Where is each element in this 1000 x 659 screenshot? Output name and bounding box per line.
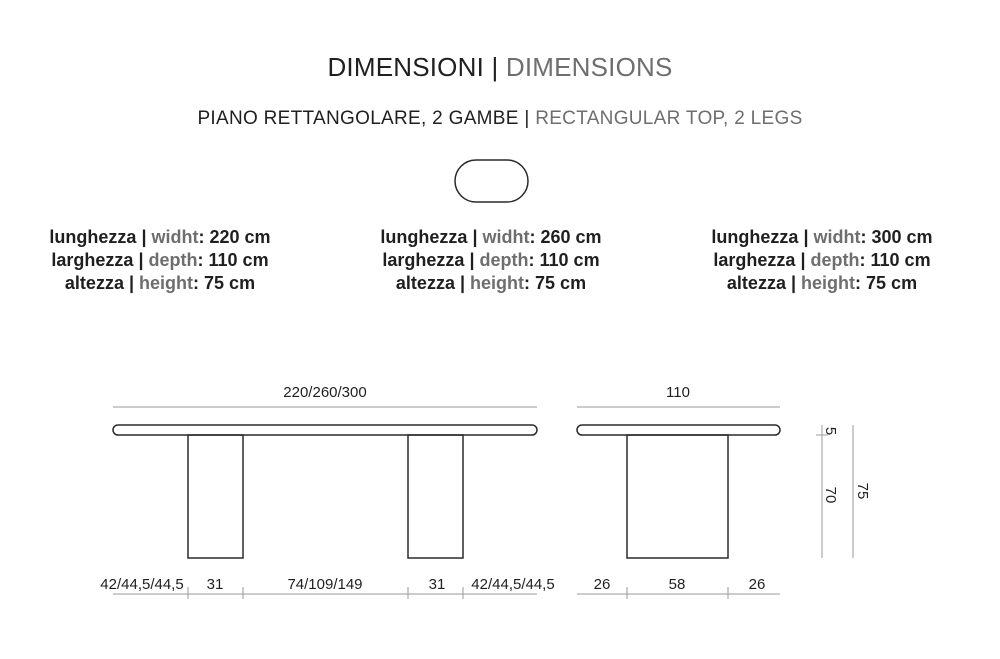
subtitle-english: RECTANGULAR TOP, 2 LEGS: [535, 108, 803, 129]
spec-block-300: [672, 226, 972, 295]
total-height-label: 75: [854, 482, 871, 500]
spec-length-value: 300 cm: [871, 227, 933, 247]
front-seg-leg-left: 31: [206, 576, 224, 593]
front-seg-leg-right: 31: [428, 576, 446, 593]
spec-width-row: larghezza | depth: 110 cm: [51, 250, 269, 270]
side-seg-left: 26: [593, 576, 611, 593]
title-english: DIMENSIONS: [505, 52, 673, 82]
spec-length-row: lunghezza | widht: 220 cm: [49, 227, 271, 247]
spec-block-220: [10, 226, 310, 295]
front-seg-between-legs: 74/109/149: [287, 576, 363, 593]
front-table-top: [113, 425, 537, 435]
front-seg-overhang-right: 42/44,5/44,5: [471, 576, 555, 593]
side-view: [577, 384, 871, 599]
front-left-leg: [188, 435, 243, 558]
spec-width-value: 110 cm: [870, 250, 931, 270]
spec-width-row: larghezza | depth: 110 cm: [382, 250, 600, 270]
spec-height-row: altezza | height: 75 cm: [395, 273, 587, 293]
table-top-shape-icon: [455, 160, 528, 202]
spec-block-260: [341, 226, 641, 295]
front-overall-label: 220/260/300: [283, 384, 367, 401]
spec-height-row: altezza | height: 75 cm: [64, 273, 256, 293]
side-leg: [627, 435, 728, 558]
spec-height-value: 75 cm: [204, 273, 256, 293]
spec-length-value: 260 cm: [540, 227, 602, 247]
side-table-top: [577, 425, 780, 435]
spec-length-row: lunghezza | widht: 300 cm: [711, 227, 933, 247]
spec-length-row: lunghezza | widht: 260 cm: [380, 227, 602, 247]
front-seg-overhang-left: 42/44,5/44,5: [100, 576, 184, 593]
subtitle-separator: |: [524, 108, 530, 129]
spec-length-value: 220 cm: [209, 227, 271, 247]
leg-height-label: 70: [822, 486, 839, 504]
spec-width-row: larghezza | depth: 110 cm: [713, 250, 931, 270]
title-italian: DIMENSIONI: [327, 52, 485, 82]
spec-width-value: 110 cm: [208, 250, 269, 270]
front-view: [100, 384, 554, 599]
spec-height-value: 75 cm: [866, 273, 918, 293]
spec-height-value: 75 cm: [535, 273, 587, 293]
top-thickness-label: 5: [822, 426, 839, 436]
front-right-leg: [408, 435, 463, 558]
side-overall-label: 110: [666, 384, 690, 401]
subtitle-italian: PIANO RETTANGOLARE, 2 GAMBE: [197, 108, 519, 129]
spec-height-row: altezza | height: 75 cm: [726, 273, 918, 293]
spec-width-value: 110 cm: [539, 250, 600, 270]
title-separator: |: [491, 52, 499, 82]
side-seg-leg: 58: [668, 576, 686, 593]
side-seg-right: 26: [748, 576, 766, 593]
